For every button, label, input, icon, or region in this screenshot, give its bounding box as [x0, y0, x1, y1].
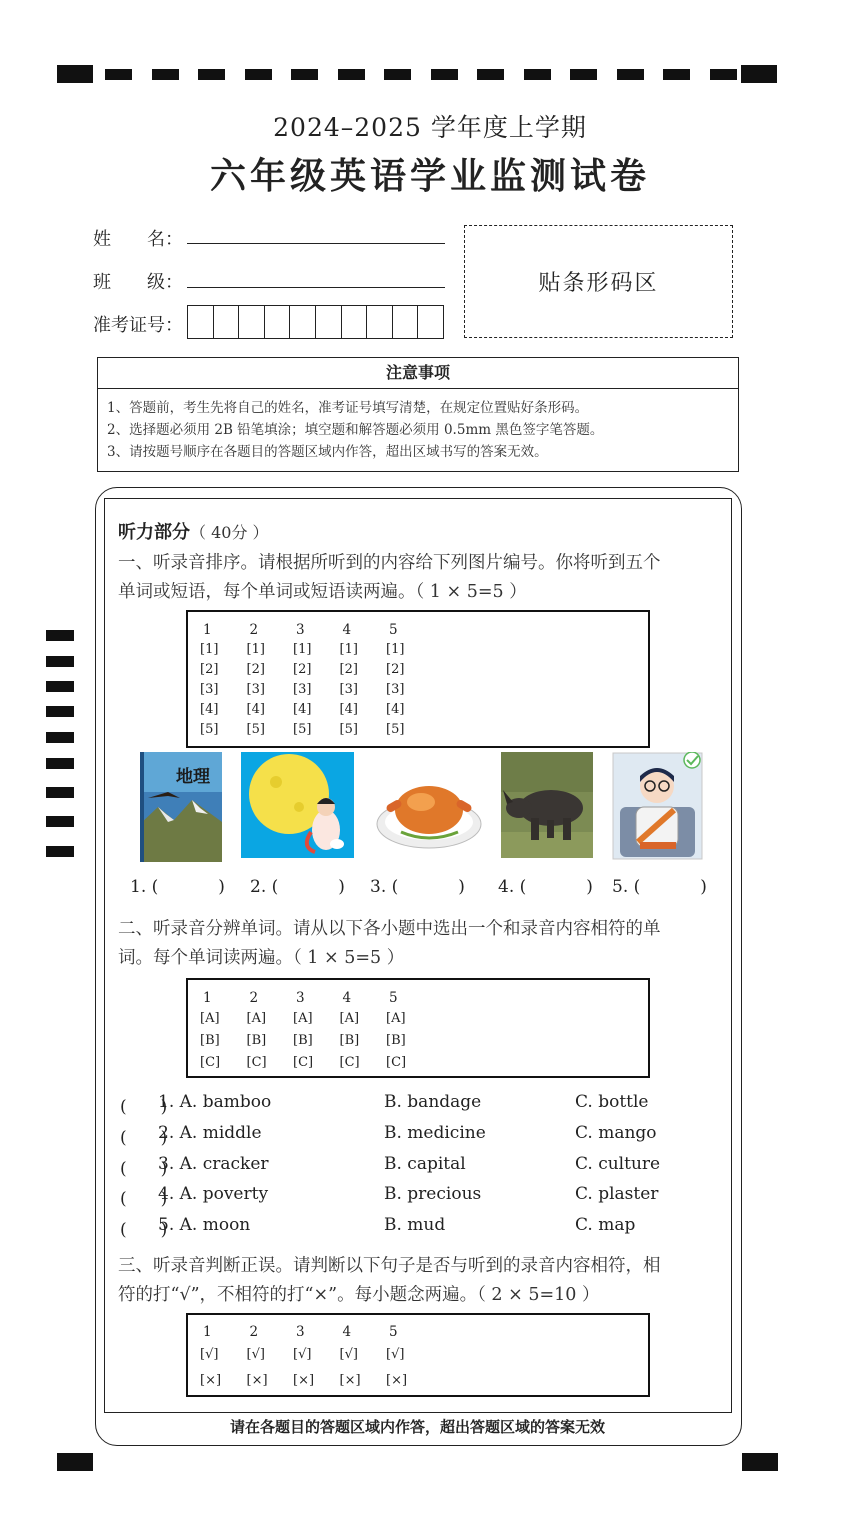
- part2-instruction-line2: 词。每个单词读两遍。（ 1 × 5=5 ）: [118, 948, 405, 968]
- answer-bubble[interactable]: [5]: [339, 722, 358, 737]
- answer-bubble[interactable]: [3]: [200, 682, 219, 697]
- listening-score: （ 40分 ）: [190, 523, 269, 542]
- part2-answer-grid: [186, 978, 650, 1078]
- close-paren: ): [218, 877, 225, 897]
- column-number: 2: [249, 1324, 259, 1340]
- answer-bubble[interactable]: [B]: [200, 1033, 220, 1048]
- picture-answer-blank[interactable]: [612, 877, 707, 897]
- answer-bubble[interactable]: [A]: [339, 1011, 360, 1026]
- rhinoceros-image: [501, 752, 593, 862]
- answer-column: [293, 620, 340, 740]
- answer-bubble[interactable]: [3]: [293, 682, 312, 697]
- side-mark: [46, 846, 74, 857]
- column-number: 5: [389, 622, 398, 638]
- answer-column: [247, 620, 294, 740]
- side-mark: [46, 816, 74, 827]
- part1-instruction: [118, 549, 722, 607]
- side-mark: [46, 681, 74, 692]
- answer-bubble[interactable]: [3]: [339, 682, 358, 697]
- answer-bubble[interactable]: [C]: [339, 1055, 360, 1070]
- answer-bubble[interactable]: [4]: [386, 702, 405, 717]
- part3-instruction-line1: 三、听录音判断正误。请判断以下句子是否与听到的录音内容相符，相: [118, 1256, 661, 1276]
- option-a: 3. A. cracker: [158, 1154, 269, 1174]
- answer-column: [200, 1322, 247, 1394]
- picture-number: 1. (: [130, 877, 159, 897]
- moon-goddess-image: [241, 752, 354, 862]
- answer-bubble[interactable]: [C]: [200, 1055, 221, 1070]
- answer-bubble[interactable]: [C]: [293, 1055, 314, 1070]
- answer-column: [386, 1322, 433, 1394]
- close-paren: ): [458, 877, 465, 897]
- answer-bubble[interactable]: [3]: [246, 682, 265, 697]
- answer-bubble[interactable]: [B]: [293, 1033, 313, 1048]
- barcode-area: 贴条形码区: [464, 225, 733, 338]
- answer-bubble[interactable]: [√]: [200, 1347, 219, 1362]
- option-b: B. medicine: [384, 1123, 486, 1143]
- answer-blank[interactable]: ( ): [120, 1097, 168, 1117]
- answer-bubble[interactable]: [√]: [339, 1347, 358, 1362]
- option-c: C. mango: [575, 1123, 657, 1143]
- option-a: 2. A. middle: [158, 1123, 262, 1143]
- student-with-seatbelt-image: [612, 752, 703, 862]
- answer-bubble[interactable]: [A]: [200, 1011, 220, 1026]
- answer-column: [340, 988, 387, 1074]
- answer-blank[interactable]: ( ): [120, 1159, 168, 1179]
- answer-column: [386, 988, 433, 1074]
- part3-instruction-line2: 符的打“√”，不相符的打“×”。每小题念两遍。（ 2 × 5=10 ）: [118, 1285, 600, 1305]
- close-paren: ): [586, 877, 593, 897]
- option-c: C. culture: [575, 1154, 661, 1174]
- answer-bubble[interactable]: [1]: [200, 642, 219, 657]
- picture-number: 3. (: [370, 877, 399, 897]
- answer-bubble[interactable]: [×]: [339, 1373, 361, 1388]
- listening-section-title: [118, 518, 269, 544]
- exam-title: 六年级英语学业监测试卷: [209, 156, 650, 197]
- answer-bubble[interactable]: [1]: [293, 642, 312, 657]
- picture-answer-blank[interactable]: [130, 877, 225, 897]
- option-b: B. precious: [384, 1184, 482, 1204]
- answer-bubble[interactable]: [×]: [246, 1373, 268, 1388]
- answer-column: [200, 620, 247, 740]
- answer-column: [200, 988, 247, 1074]
- option-a: 5. A. moon: [158, 1215, 251, 1235]
- picture-answer-blank[interactable]: [250, 877, 345, 897]
- side-mark: [46, 706, 74, 717]
- answer-bubble[interactable]: [B]: [246, 1033, 267, 1048]
- answer-bubble[interactable]: [2]: [246, 662, 265, 677]
- column-number: 4: [342, 990, 352, 1006]
- answer-column: [293, 1322, 340, 1394]
- picture-number: 2. (: [250, 877, 279, 897]
- part2-instruction-line1: 二、听录音分辨单词。请从以下各小题中选出一个和录音内容相符的单: [118, 919, 661, 939]
- answer-bubble[interactable]: [2]: [386, 662, 405, 677]
- answer-column: [293, 988, 340, 1074]
- answer-bubble[interactable]: [5]: [386, 722, 405, 737]
- answer-blank[interactable]: ( ): [120, 1128, 168, 1148]
- answer-bubble[interactable]: [B]: [339, 1033, 360, 1048]
- answer-bubble[interactable]: [2]: [200, 662, 219, 677]
- part1-answer-grid: [186, 610, 650, 748]
- answer-bubble[interactable]: [1]: [339, 642, 358, 657]
- answer-bubble[interactable]: [A]: [293, 1011, 313, 1026]
- side-mark: [46, 732, 74, 743]
- school-year-line: 2024–2025 学年度上学期: [273, 113, 587, 142]
- part3-instruction: [118, 1252, 722, 1310]
- option-c: C. plaster: [575, 1184, 659, 1204]
- exam-id-label: 准考证号：: [93, 315, 183, 336]
- part1-instruction-line2: 单词或短语，每个单词或短语读两遍。（ 1 × 5=5 ）: [118, 582, 527, 602]
- option-c: C. map: [575, 1215, 636, 1235]
- bottom-left-corner-mark: [57, 1453, 93, 1471]
- answer-column: [340, 620, 387, 740]
- answer-bubble[interactable]: [√]: [246, 1347, 265, 1362]
- name-field[interactable]: [187, 243, 445, 244]
- option-b: B. bandage: [384, 1092, 482, 1112]
- side-mark: [46, 758, 74, 769]
- answer-bubble[interactable]: [√]: [386, 1347, 405, 1362]
- column-number: 1: [203, 990, 212, 1006]
- answer-bubble[interactable]: [2]: [339, 662, 358, 677]
- part1-instruction-line1: 一、听录音排序。请根据所听到的内容给下列图片编号。你将听到五个: [118, 553, 661, 573]
- answer-bubble[interactable]: [1]: [386, 642, 405, 657]
- option-b: B. capital: [384, 1154, 466, 1174]
- answer-bubble[interactable]: [2]: [293, 662, 312, 677]
- column-number: 4: [342, 622, 352, 638]
- answer-bubble[interactable]: [C]: [386, 1055, 407, 1070]
- column-number: 3: [296, 1324, 305, 1340]
- answer-column: [247, 988, 294, 1074]
- picture-number: 4. (: [498, 877, 527, 897]
- answer-bubble[interactable]: [5]: [293, 722, 312, 737]
- answer-bubble[interactable]: [×]: [200, 1373, 222, 1388]
- footer-note: 请在各题目的答题区域内作答，超出答题区域的答案无效: [229, 1418, 605, 1436]
- option-c: C. bottle: [575, 1092, 649, 1112]
- column-number: 3: [296, 990, 305, 1006]
- notice-line: 1、答题前，考生先将自己的姓名，准考证号填写清楚，在规定位置贴好条形码。: [107, 400, 589, 416]
- answer-bubble[interactable]: [1]: [246, 642, 265, 657]
- answer-bubble[interactable]: [3]: [386, 682, 405, 697]
- answer-bubble[interactable]: [5]: [200, 722, 219, 737]
- picture-number: 5. (: [612, 877, 641, 897]
- geography-book-image: [140, 752, 222, 862]
- column-number: 5: [389, 1324, 398, 1340]
- answer-bubble[interactable]: [C]: [246, 1055, 267, 1070]
- answer-bubble[interactable]: [×]: [293, 1373, 315, 1388]
- close-paren: ): [338, 877, 345, 897]
- option-a: 1. A. bamboo: [158, 1092, 272, 1112]
- class-field[interactable]: [187, 287, 445, 288]
- column-number: 3: [296, 622, 305, 638]
- option-b: B. mud: [384, 1215, 446, 1235]
- answer-bubble[interactable]: [A]: [386, 1011, 406, 1026]
- answer-bubble[interactable]: [4]: [339, 702, 358, 717]
- side-mark: [46, 787, 74, 798]
- listening-title: 听力部分: [118, 522, 190, 543]
- side-mark: [46, 656, 74, 667]
- book-title-text: 地理: [176, 767, 210, 787]
- answer-blank[interactable]: ( ): [120, 1189, 168, 1209]
- column-number: 2: [249, 990, 259, 1006]
- side-mark: [46, 630, 74, 641]
- notice-line: 2、选择题必须用 2B 铅笔填涂；填空题和解答题必须用 0.5mm 黑色签字笔答题。: [107, 422, 604, 438]
- notice-heading: 注意事项: [98, 358, 738, 389]
- column-number: 4: [342, 1324, 352, 1340]
- class-label: 班 级：: [93, 272, 183, 293]
- answer-bubble[interactable]: [A]: [246, 1011, 267, 1026]
- top-alignment-marks: [57, 65, 777, 83]
- close-paren: ): [700, 877, 707, 897]
- answer-column: [386, 620, 433, 740]
- name-label: 姓 名：: [93, 229, 183, 250]
- answer-bubble[interactable]: [B]: [386, 1033, 406, 1048]
- column-number: 1: [203, 622, 212, 638]
- part2-instruction: [118, 915, 722, 973]
- roast-turkey-image: [376, 752, 483, 862]
- picture-answer-blank[interactable]: [498, 877, 593, 897]
- answer-bubble[interactable]: [5]: [246, 722, 265, 737]
- column-number: 1: [203, 1324, 212, 1340]
- notice-line: 3、请按题号顺序在各题目的答题区域内作答，超出区域书写的答案无效。: [107, 444, 548, 460]
- bottom-right-corner-mark: [742, 1453, 778, 1471]
- answer-bubble[interactable]: [√]: [293, 1347, 312, 1362]
- picture-answer-blank[interactable]: [370, 877, 465, 897]
- answer-column: [247, 1322, 294, 1394]
- exam-id-boxes[interactable]: [187, 305, 444, 339]
- notice-box: [97, 357, 739, 472]
- answer-bubble[interactable]: [×]: [386, 1373, 408, 1388]
- answer-column: [340, 1322, 387, 1394]
- column-number: 2: [249, 622, 259, 638]
- answer-bubble[interactable]: [4]: [200, 702, 219, 717]
- answer-bubble[interactable]: [4]: [246, 702, 265, 717]
- column-number: 5: [389, 990, 398, 1006]
- part3-answer-grid: [186, 1313, 650, 1397]
- answer-bubble[interactable]: [4]: [293, 702, 312, 717]
- answer-blank[interactable]: ( ): [120, 1220, 168, 1240]
- option-a: 4. A. poverty: [158, 1184, 269, 1204]
